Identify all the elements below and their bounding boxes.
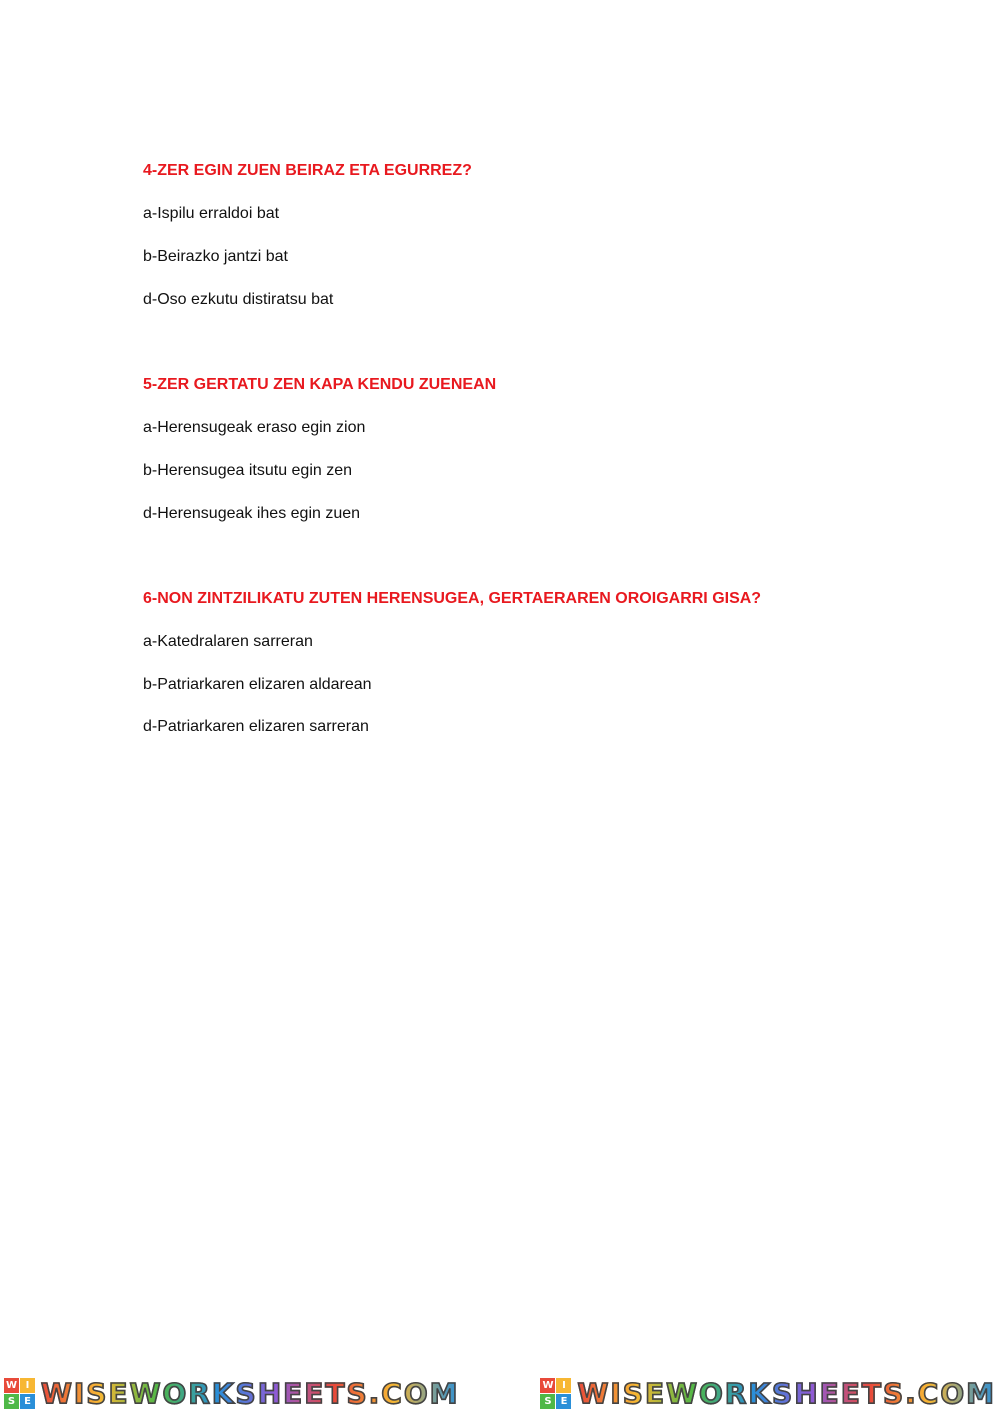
answer-option: d-Patriarkaren elizaren sarreran — [143, 718, 369, 735]
logo-tile: W — [4, 1378, 19, 1393]
answer-option: b-Patriarkaren elizaren aldarean — [143, 676, 372, 693]
answer-option: a-Herensugeak eraso egin zion — [143, 419, 366, 436]
answer-option: a-Ispilu erraldoi bat — [143, 205, 280, 222]
logo-tile: I — [20, 1378, 35, 1393]
logo-tile: W — [540, 1378, 555, 1393]
wise-logo-icon — [540, 1378, 571, 1409]
watermark-text: WISEWORKSHEETS.COM — [41, 1376, 460, 1410]
watermark-text: WISEWORKSHEETS.COM — [577, 1376, 996, 1410]
logo-tile: I — [556, 1378, 571, 1393]
answer-option: b-Beirazko jantzi bat — [143, 248, 288, 265]
answer-option: a-Katedralaren sarreran — [143, 633, 313, 650]
question-title: 6-NON ZINTZILIKATU ZUTEN HERENSUGEA, GERTAERAREN OROIGARRI GISA? — [143, 590, 762, 607]
logo-tile: S — [540, 1394, 555, 1409]
logo-tile: E — [20, 1394, 35, 1409]
answer-option: d-Oso ezkutu distiratsu bat — [143, 291, 334, 308]
question-title: 5-ZER GERTATU ZEN KAPA KENDU ZUENEAN — [143, 376, 497, 393]
wise-logo-icon — [4, 1378, 35, 1409]
answer-option: d-Herensugeak ihes egin zuen — [143, 505, 361, 522]
footer-watermark — [0, 1374, 1000, 1413]
logo-tile: E — [556, 1394, 571, 1409]
watermark-group — [540, 1378, 996, 1409]
question-title: 4-ZER EGIN ZUEN BEIRAZ ETA EGURREZ? — [143, 162, 472, 179]
watermark-group — [4, 1378, 460, 1409]
logo-tile: S — [4, 1394, 19, 1409]
answer-option: b-Herensugea itsutu egin zen — [143, 462, 353, 479]
